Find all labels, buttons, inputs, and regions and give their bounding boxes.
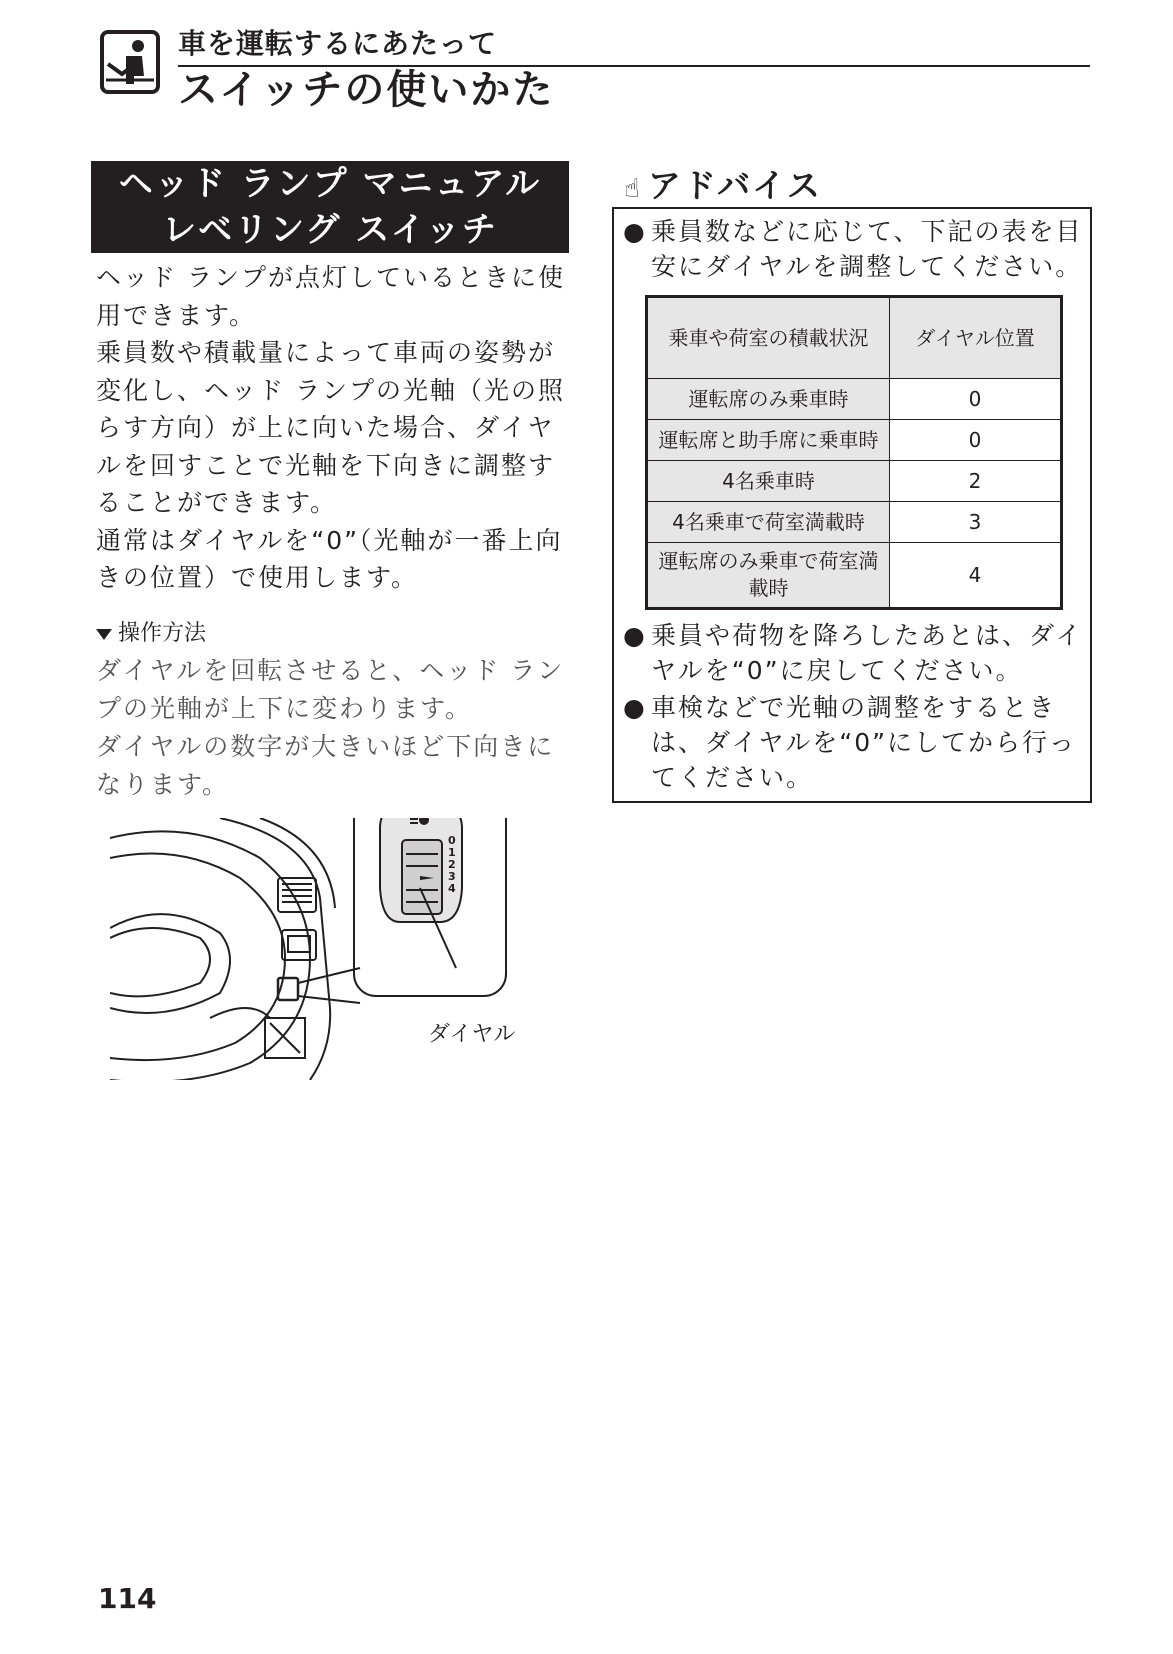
procedure-body — [96, 652, 570, 804]
table-cell-position: 0 — [890, 420, 1062, 461]
table-cell-position: 0 — [890, 379, 1062, 420]
table-header-position: ダイヤル位置 — [890, 297, 1062, 379]
pointing-hand-icon: ☝ — [624, 174, 642, 204]
advice-bullet-text: 車検などで光軸の調整をするときは、ダイヤルを“0”にしてから行ってください。 — [651, 693, 1077, 792]
table-cell-condition: 運転席のみ乗車で荷室満載時 — [647, 543, 890, 609]
table-row — [647, 379, 1062, 420]
dial-number: 4 — [448, 882, 456, 895]
table-header-condition: 乗車や荷室の積載状況 — [647, 297, 890, 379]
bullet-dot-icon: ● — [623, 621, 647, 650]
advice-bullet — [623, 618, 1085, 688]
advice-bullet — [623, 214, 1085, 284]
table-row — [647, 420, 1062, 461]
driving-chapter-icon — [100, 30, 160, 94]
table-cell-condition: 4名乗車で荷室満載時 — [647, 502, 890, 543]
procedure-paragraph: ダイヤルを回転させると、ヘッド ランプの光軸が上下に変わります。 — [96, 656, 565, 723]
body-paragraph: 通常はダイヤルを“0”（光軸が一番上向きの位置）で使用します。 — [96, 525, 563, 592]
advice-bullet-text: 乗員や荷物を降ろしたあとは、ダイヤルを“0”に戻してください。 — [651, 621, 1083, 685]
advice-heading — [624, 160, 822, 207]
table-cell-position: 4 — [890, 543, 1062, 609]
page-number: 114 — [98, 1582, 157, 1615]
dial-number: 2 — [448, 858, 456, 871]
bullet-dot-icon: ● — [623, 217, 647, 246]
dial-position-table — [645, 295, 1063, 610]
table-cell-condition: 運転席と助手席に乗車時 — [647, 420, 890, 461]
section-heading-line2: レベリング スイッチ — [162, 210, 498, 250]
table-cell-condition: 4名乗車時 — [647, 461, 890, 502]
chapter-title: 車を運転するにあたって — [178, 27, 498, 60]
advice-heading-text: アドバイス — [647, 166, 822, 205]
dial-number: 0 — [448, 834, 456, 847]
procedure-paragraph: ダイヤルの数字が大きいほど下向きになります。 — [96, 732, 555, 799]
table-row — [647, 502, 1062, 543]
dial-number: 1 — [448, 846, 456, 859]
section-heading-line1: ヘッド ランプ マニュアル — [118, 164, 542, 204]
bullet-dot-icon: ● — [623, 693, 647, 722]
table-row — [647, 543, 1062, 609]
body-paragraph: ヘッド ランプが点灯しているときに使用できます。 — [96, 263, 565, 330]
table-cell-position: 2 — [890, 461, 1062, 502]
body-paragraph: 乗員数や積載量によって車両の姿勢が変化し、ヘッド ランプの光軸（光の照らす方向）が上に向いた場合、ダイヤルを回すことで光軸を下向きに調整することができます。 — [96, 338, 565, 517]
advice-bullet-text: 乗員数などに応じて、下記の表を目安にダイヤルを調整してください。 — [651, 217, 1083, 281]
table-cell-condition: 運転席のみ乗車時 — [647, 379, 890, 420]
advice-bullet — [623, 690, 1085, 795]
section-heading — [91, 161, 569, 253]
page-title: スイッチの使いかた — [178, 67, 555, 113]
table-cell-position: 3 — [890, 502, 1062, 543]
section-body — [96, 259, 570, 597]
dial-number: 3 — [448, 870, 456, 883]
procedure-label — [96, 619, 206, 649]
triangle-down-icon — [96, 629, 112, 640]
dial-callout-label: ダイヤル — [428, 1022, 516, 1047]
procedure-label-text: 操作方法 — [118, 621, 207, 646]
table-row — [647, 461, 1062, 502]
